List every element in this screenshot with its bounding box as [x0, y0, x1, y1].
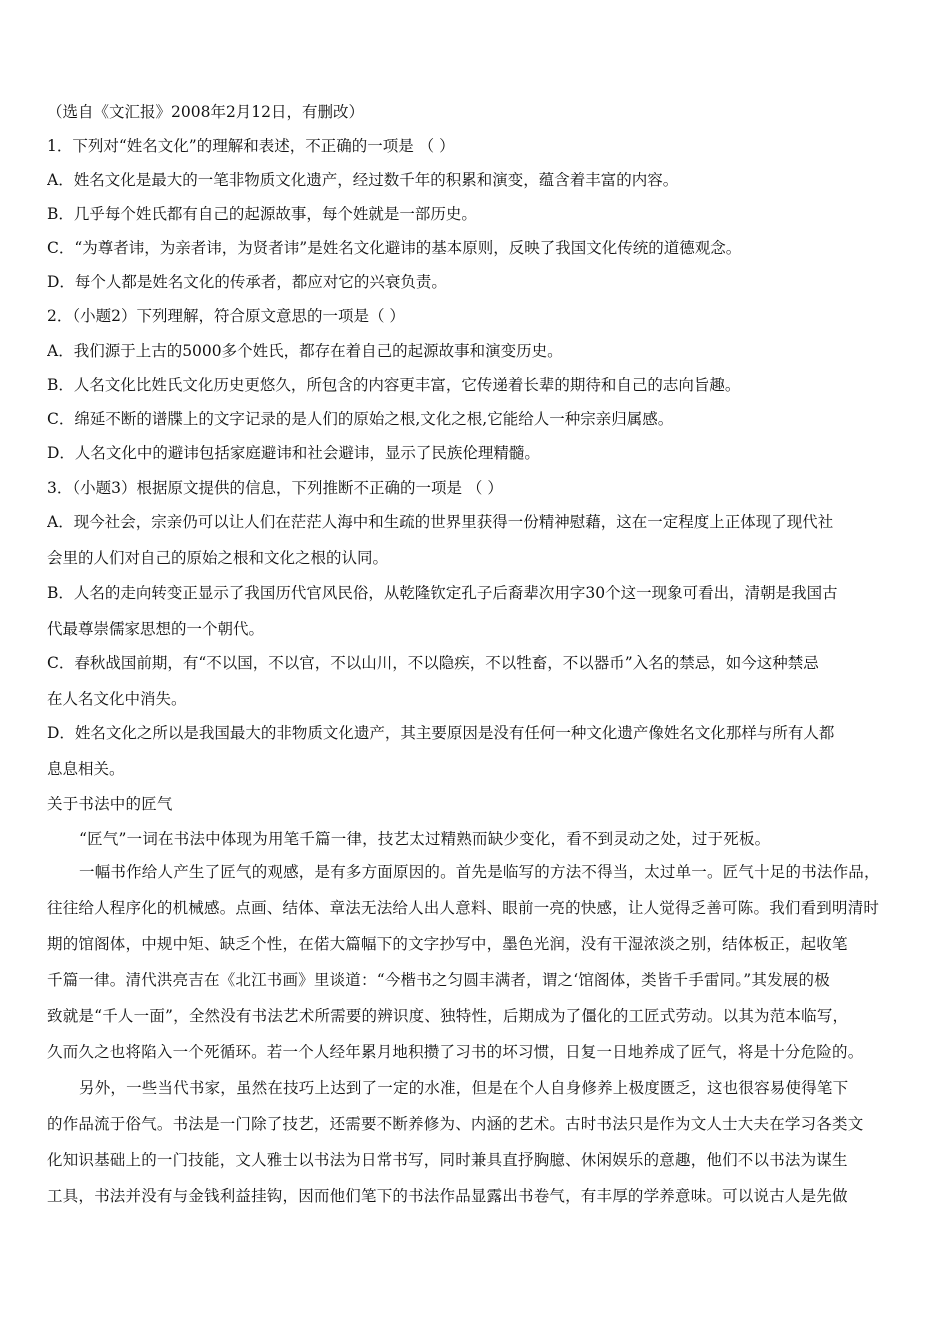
question-3-option-d: D．姓名文化之所以是我国最大的非物质文化遗产，其主要原因是没有任何一种文化遗产像姓名文化那样与所有人都 — [47, 724, 835, 742]
essay-paragraph-3-line-1: 另外，一些当代书家，虽然在技巧上达到了一定的水准，但是在个人自身修养上极度匮乏，这也很容易使得笔下 — [79, 1079, 849, 1097]
essay-paragraph-2-line-6: 久而久之也将陷入一个死循环。若一个人经年累月地积攒了习书的坏习惯，日复一日地养成了匠气，将是十分危险的。 — [47, 1043, 864, 1061]
essay-paragraph-3-line-4: 工具，书法并没有与金钱利益挂钩，因而他们笔下的书法作品显露出书卷气，有丰厚的学养意味。可以说古人是先做 — [47, 1187, 848, 1205]
question-1-option-d: D．每个人都是姓名文化的传承者，都应对它的兴衰负责。 — [47, 273, 447, 291]
question-3-option-d-cont: 息息相关。 — [47, 760, 125, 778]
essay-paragraph-3-line-3: 化知识基础上的一门技能，文人雅士以书法为日常书写，同时兼具直抒胸臆、休闲娱乐的意趣，他们不以书法为谋生 — [47, 1151, 848, 1169]
essay-paragraph-2-line-3: 期的馆阁体，中规中矩、缺乏个性，在偌大篇幅下的文字抄写中，墨色光润，没有干湿浓淡之别，结体板正，起收笔 — [47, 935, 848, 953]
question-3-option-a: A．现今社会，宗亲仍可以让人们在茫茫人海中和生疏的世界里获得一份精神慰藉，这在一定程度上正体现了现代社 — [47, 513, 834, 531]
question-2-option-c: C．绵延不断的谱牒上的文字记录的是人们的原始之根,文化之根,它能给人一种宗亲归属感。 — [47, 410, 674, 428]
question-3-option-b-cont: 代最尊崇儒家思想的一个朝代。 — [47, 620, 265, 638]
question-2-stem: 2．（小题2）下列理解，符合原文意思的一项是（ ） — [47, 307, 405, 325]
essay-title: 关于书法中的匠气 — [47, 795, 173, 813]
question-2-option-a: A．我们源于上古的5000多个姓氏，都存在着自己的起源故事和演变历史。 — [47, 342, 563, 360]
question-3-stem: 3．（小题3）根据原文提供的信息，下列推断不正确的一项是 （ ） — [47, 479, 503, 497]
essay-paragraph-2-line-1: 一幅书作给人产生了匠气的观感，是有多方面原因的。首先是临写的方法不得当，太过单一。匠气十足的书法作品， — [79, 863, 880, 881]
question-3-option-c-cont: 在人名文化中消失。 — [47, 690, 187, 708]
question-1-stem: 1．下列对“姓名文化”的理解和表述，不正确的一项是 （ ） — [47, 137, 455, 155]
essay-paragraph-2-line-4: 千篇一律。清代洪亮吉在《北江书画》里谈道：“今楷书之匀圆丰满者，谓之‘馆阁体，类皆千手雷同。”其发展的极 — [47, 971, 830, 989]
question-2-option-d: D．人名文化中的避讳包括家庭避讳和社会避讳，显示了民族伦理精髓。 — [47, 444, 540, 462]
question-2-option-b: B．人名文化比姓氏文化历史更悠久，所包含的内容更丰富，它传递着长辈的期待和自己的志向旨趣。 — [47, 376, 741, 394]
essay-paragraph-3-line-2: 的作品流于俗气。书法是一门除了技艺，还需要不断养修为、内涵的艺术。古时书法只是作为文人士大夫在学习各类文 — [47, 1115, 864, 1133]
essay-paragraph-2-line-5: 致就是“千人一面”，全然没有书法艺术所需要的辨识度、独特性，后期成为了僵化的工匠式劳动。以其为范本临写， — [47, 1007, 849, 1025]
essay-paragraph-2-line-2: 往往给人程序化的机械感。点画、结体、章法无法给人出人意料、眼前一亮的快感，让人觉得乏善可陈。我们看到明清时 — [47, 899, 880, 917]
essay-paragraph-1: “匠气”一词在书法中体现为用笔千篇一律，技艺太过精熟而缺少变化，看不到灵动之处，过于死板。 — [79, 830, 771, 848]
question-3-option-b: B．人名的走向转变正显示了我国历代官风民俗，从乾隆钦定孔子后裔辈次用字30个这一现象可看出，清朝是我国古 — [47, 584, 838, 602]
question-1-option-a: A．姓名文化是最大的一笔非物质文化遗产，经过数千年的积累和演变，蕴含着丰富的内容。 — [47, 171, 679, 189]
question-1-option-b: B．几乎每个姓氏都有自己的起源故事，每个姓就是一部历史。 — [47, 205, 477, 223]
source-note: （选自《文汇报》2008年2月12日，有删改） — [47, 103, 365, 121]
question-3-option-a-cont: 会里的人们对自己的原始之根和文化之根的认同。 — [47, 549, 389, 567]
question-1-option-c: C．“为尊者讳，为亲者讳，为贤者讳”是姓名文化避讳的基本原则，反映了我国文化传统的道德观念。 — [47, 239, 742, 257]
question-3-option-c: C．春秋战国前期，有“不以国，不以官，不以山川，不以隐疾，不以牲畜，不以器币”入名的禁忌，如今这种禁忌 — [47, 654, 819, 672]
